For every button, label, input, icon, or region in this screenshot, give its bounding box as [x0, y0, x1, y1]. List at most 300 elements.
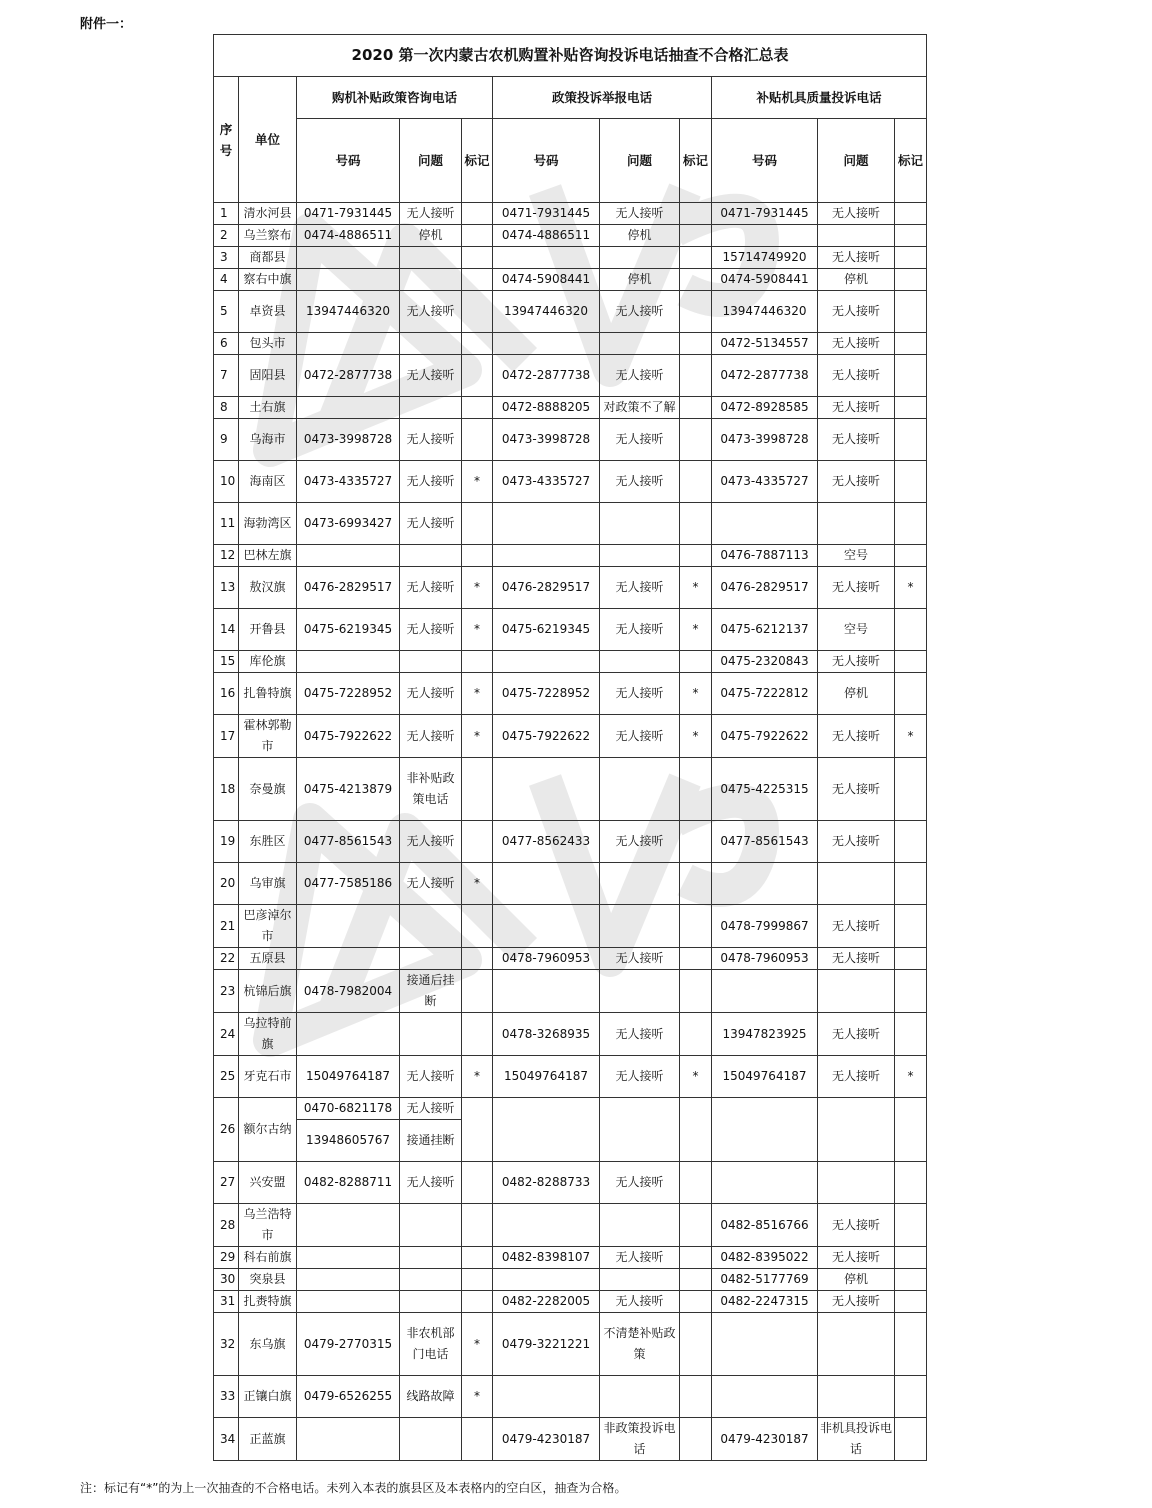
complaint-mark-cell [680, 1313, 712, 1376]
complaint-number-cell [493, 1376, 600, 1418]
complaint-mark-cell [680, 247, 712, 269]
table-row [214, 419, 927, 461]
quality-issue-cell: 无人接听 [818, 291, 895, 333]
complaint-number-cell [493, 970, 600, 1013]
complaint-issue-cell: 无人接听 [600, 291, 680, 333]
consult-number-cell: 13947446320 [297, 291, 400, 333]
quality-number-cell: 15714749920 [712, 247, 818, 269]
consult-issue-cell: 无人接听 [400, 1098, 462, 1120]
complaint-mark-cell [680, 1204, 712, 1247]
quality-number-cell [712, 1376, 818, 1418]
complaint-issue-cell: 无人接听 [600, 715, 680, 758]
seq-cell: 11 [214, 503, 239, 545]
consult-number-cell: 0474-4886511 [297, 225, 400, 247]
consult-number-cell [297, 1247, 400, 1269]
table-row [214, 715, 927, 758]
consult-number-cell: 0478-7982004 [297, 970, 400, 1013]
complaint-mark-cell: * [680, 609, 712, 651]
consult-issue-cell: 无人接听 [400, 461, 462, 503]
quality-mark-cell [895, 461, 927, 503]
table-row [214, 758, 927, 821]
complaint-mark-cell [680, 545, 712, 567]
complaint-issue-cell: 无人接听 [600, 355, 680, 397]
complaint-issue-cell: 无人接听 [600, 609, 680, 651]
quality-number-cell [712, 1313, 818, 1376]
mark-header: 标记 [680, 119, 712, 203]
complaint-number-cell [493, 1204, 600, 1247]
consult-mark-cell [462, 970, 493, 1013]
complaint-issue-cell [600, 905, 680, 948]
quality-number-cell: 15049764187 [712, 1056, 818, 1098]
seq-cell: 14 [214, 609, 239, 651]
quality-mark-cell [895, 863, 927, 905]
unit-cell: 杭锦后旗 [239, 970, 297, 1013]
quality-number-cell: 0475-6212137 [712, 609, 818, 651]
quality-issue-cell: 无人接听 [818, 1247, 895, 1269]
seq-cell: 26 [214, 1098, 239, 1162]
complaint-mark-cell [680, 863, 712, 905]
quality-mark-cell [895, 1291, 927, 1313]
complaint-number-cell [493, 503, 600, 545]
consult-mark-cell [462, 948, 493, 970]
consult-issue-cell: 无人接听 [400, 863, 462, 905]
quality-mark-cell [895, 1204, 927, 1247]
quality-number-cell: 0482-8395022 [712, 1247, 818, 1269]
unit-cell: 乌拉特前旗 [239, 1013, 297, 1056]
table-row [214, 1376, 927, 1418]
complaint-number-cell [493, 863, 600, 905]
complaint-mark-cell [680, 1269, 712, 1291]
quality-mark-cell [895, 1418, 927, 1461]
table-row [214, 225, 927, 247]
consult-issue-cell: 停机 [400, 225, 462, 247]
complaint-issue-cell [600, 863, 680, 905]
unit-cell: 扎赉特旗 [239, 1291, 297, 1313]
unit-cell: 海南区 [239, 461, 297, 503]
seq-cell: 20 [214, 863, 239, 905]
table-row [214, 1313, 927, 1376]
consult-number-cell: 0476-2829517 [297, 567, 400, 609]
seq-cell: 24 [214, 1013, 239, 1056]
unit-cell: 额尔古纳 [239, 1098, 297, 1162]
consult-issue-cell [400, 1269, 462, 1291]
consult-issue-cell [400, 1247, 462, 1269]
seq-cell: 4 [214, 269, 239, 291]
consult-issue-cell: 无人接听 [400, 821, 462, 863]
complaint-issue-cell [600, 1269, 680, 1291]
table-row [214, 970, 927, 1013]
consult-issue-cell [400, 545, 462, 567]
seq-cell: 6 [214, 333, 239, 355]
quality-mark-cell [895, 1247, 927, 1269]
quality-issue-cell: 无人接听 [818, 821, 895, 863]
consult-number-cell: 13948605767 [297, 1120, 400, 1162]
seq-cell: 32 [214, 1313, 239, 1376]
consult-number-cell: 0473-4335727 [297, 461, 400, 503]
seq-cell: 30 [214, 1269, 239, 1291]
seq-cell: 10 [214, 461, 239, 503]
unit-cell: 扎鲁特旗 [239, 673, 297, 715]
consult-mark-cell [462, 1247, 493, 1269]
unit-cell: 巴彦淖尔市 [239, 905, 297, 948]
quality-issue-cell: 非机具投诉电话 [818, 1418, 895, 1461]
mark-header: 标记 [895, 119, 927, 203]
table-row [214, 567, 927, 609]
quality-mark-cell [895, 503, 927, 545]
unit-cell: 商都县 [239, 247, 297, 269]
quality-mark-cell [895, 247, 927, 269]
quality-mark-cell: * [895, 567, 927, 609]
quality-mark-cell [895, 419, 927, 461]
quality-issue-cell: 无人接听 [818, 247, 895, 269]
consult-number-cell [297, 247, 400, 269]
consult-issue-cell [400, 269, 462, 291]
consult-issue-cell [400, 1204, 462, 1247]
consult-number-cell: 0475-4213879 [297, 758, 400, 821]
complaint-issue-cell: 无人接听 [600, 203, 680, 225]
quality-number-cell: 0478-7960953 [712, 948, 818, 970]
group2-header: 政策投诉举报电话 [493, 77, 712, 119]
quality-number-cell: 0475-2320843 [712, 651, 818, 673]
group3-header: 补贴机具质量投诉电话 [712, 77, 927, 119]
table-row [214, 203, 927, 225]
complaint-number-cell: 0472-2877738 [493, 355, 600, 397]
unit-cell: 敖汉旗 [239, 567, 297, 609]
quality-number-cell [712, 863, 818, 905]
complaint-mark-cell [680, 1247, 712, 1269]
consult-issue-cell [400, 1291, 462, 1313]
quality-mark-cell [895, 1376, 927, 1418]
consult-issue-cell [400, 948, 462, 970]
number-header: 号码 [493, 119, 600, 203]
quality-number-cell [712, 1098, 818, 1162]
quality-mark-cell [895, 203, 927, 225]
consult-issue-cell [400, 1418, 462, 1461]
table-row [214, 609, 927, 651]
issue-header: 问题 [600, 119, 680, 203]
unit-cell: 突泉县 [239, 1269, 297, 1291]
group1-header: 购机补贴政策咨询电话 [297, 77, 493, 119]
consult-issue-cell: 无人接听 [400, 567, 462, 609]
quality-mark-cell [895, 948, 927, 970]
consult-mark-cell [462, 247, 493, 269]
table-row [214, 651, 927, 673]
consult-number-cell: 0475-7228952 [297, 673, 400, 715]
unit-cell: 包头市 [239, 333, 297, 355]
quality-issue-cell: 无人接听 [818, 203, 895, 225]
consult-mark-cell: * [462, 715, 493, 758]
complaint-number-cell [493, 545, 600, 567]
table-row [214, 1056, 927, 1098]
quality-number-cell: 0476-7887113 [712, 545, 818, 567]
seq-cell: 25 [214, 1056, 239, 1098]
complaint-mark-cell [680, 758, 712, 821]
complaint-number-cell: 0478-3268935 [493, 1013, 600, 1056]
seq-cell: 34 [214, 1418, 239, 1461]
seq-cell: 15 [214, 651, 239, 673]
consult-issue-cell: 无人接听 [400, 715, 462, 758]
consult-mark-cell [462, 821, 493, 863]
consult-number-cell [297, 1291, 400, 1313]
unit-cell: 乌审旗 [239, 863, 297, 905]
complaint-mark-cell: * [680, 673, 712, 715]
consult-mark-cell [462, 758, 493, 821]
consult-number-cell [297, 651, 400, 673]
complaint-number-cell: 0475-7922622 [493, 715, 600, 758]
quality-mark-cell [895, 821, 927, 863]
quality-issue-cell: 停机 [818, 673, 895, 715]
quality-number-cell [712, 1162, 818, 1204]
issue-header: 问题 [818, 119, 895, 203]
unit-cell: 正镶白旗 [239, 1376, 297, 1418]
consult-number-cell [297, 1204, 400, 1247]
consult-mark-cell: * [462, 673, 493, 715]
complaint-number-cell: 0479-3221221 [493, 1313, 600, 1376]
complaint-number-cell: 0475-7228952 [493, 673, 600, 715]
mark-header: 标记 [462, 119, 493, 203]
table-row [214, 948, 927, 970]
unit-cell: 卓资县 [239, 291, 297, 333]
consult-number-cell [297, 1269, 400, 1291]
quality-mark-cell [895, 291, 927, 333]
unit-cell: 库伦旗 [239, 651, 297, 673]
seq-cell: 3 [214, 247, 239, 269]
consult-mark-cell [462, 1013, 493, 1056]
consult-mark-cell [462, 419, 493, 461]
quality-number-cell: 0477-8561543 [712, 821, 818, 863]
complaint-mark-cell [680, 355, 712, 397]
consult-number-cell [297, 1013, 400, 1056]
complaint-mark-cell: * [680, 1056, 712, 1098]
complaint-number-cell: 0473-4335727 [493, 461, 600, 503]
quality-issue-cell [818, 225, 895, 247]
consult-mark-cell [462, 1291, 493, 1313]
consult-mark-cell [462, 1269, 493, 1291]
consult-issue-cell [400, 397, 462, 419]
unit-cell: 牙克石市 [239, 1056, 297, 1098]
consult-number-cell: 0479-2770315 [297, 1313, 400, 1376]
table-row [214, 1204, 927, 1247]
complaint-number-cell: 0475-6219345 [493, 609, 600, 651]
consult-mark-cell: * [462, 1376, 493, 1418]
seq-cell: 2 [214, 225, 239, 247]
quality-number-cell [712, 970, 818, 1013]
consult-number-cell: 0472-2877738 [297, 355, 400, 397]
complaint-number-cell: 13947446320 [493, 291, 600, 333]
seq-cell: 31 [214, 1291, 239, 1313]
complaint-mark-cell [680, 225, 712, 247]
complaint-issue-cell: 对政策不了解 [600, 397, 680, 419]
quality-mark-cell: * [895, 715, 927, 758]
quality-mark-cell [895, 1269, 927, 1291]
consult-mark-cell [462, 355, 493, 397]
seq-cell: 9 [214, 419, 239, 461]
complaint-issue-cell: 无人接听 [600, 1291, 680, 1313]
quality-number-cell: 0475-7922622 [712, 715, 818, 758]
table-row [214, 1291, 927, 1313]
quality-issue-cell: 停机 [818, 269, 895, 291]
consult-issue-cell [400, 905, 462, 948]
table-row [214, 461, 927, 503]
quality-mark-cell [895, 225, 927, 247]
complaint-number-cell [493, 247, 600, 269]
quality-issue-cell: 无人接听 [818, 419, 895, 461]
quality-issue-cell: 无人接听 [818, 1204, 895, 1247]
consult-issue-cell: 无人接听 [400, 1162, 462, 1204]
quality-number-cell: 0471-7931445 [712, 203, 818, 225]
complaint-issue-cell [600, 247, 680, 269]
seq-cell: 22 [214, 948, 239, 970]
table-row [214, 247, 927, 269]
unit-cell: 清水河县 [239, 203, 297, 225]
complaint-mark-cell [680, 269, 712, 291]
quality-number-cell: 0482-5177769 [712, 1269, 818, 1291]
quality-number-cell: 0472-5134557 [712, 333, 818, 355]
consult-mark-cell [462, 397, 493, 419]
complaint-mark-cell [680, 651, 712, 673]
consult-mark-cell [462, 1418, 493, 1461]
complaint-issue-cell: 无人接听 [600, 567, 680, 609]
table-row [214, 355, 927, 397]
seq-cell: 19 [214, 821, 239, 863]
table-row [214, 397, 927, 419]
consult-issue-cell [400, 651, 462, 673]
complaint-mark-cell [680, 397, 712, 419]
quality-issue-cell: 无人接听 [818, 355, 895, 397]
table-row [214, 905, 927, 948]
unit-cell: 巴林左旗 [239, 545, 297, 567]
complaint-mark-cell [680, 970, 712, 1013]
seq-header: 序号 [214, 77, 239, 203]
quality-mark-cell [895, 1098, 927, 1162]
seq-cell: 21 [214, 905, 239, 948]
quality-issue-cell: 无人接听 [818, 567, 895, 609]
consult-mark-cell [462, 651, 493, 673]
unit-cell: 兴安盟 [239, 1162, 297, 1204]
seq-cell: 12 [214, 545, 239, 567]
complaint-issue-cell [600, 1376, 680, 1418]
quality-mark-cell [895, 758, 927, 821]
quality-number-cell: 0472-2877738 [712, 355, 818, 397]
consult-number-cell: 0473-6993427 [297, 503, 400, 545]
complaint-mark-cell [680, 333, 712, 355]
consult-issue-cell: 无人接听 [400, 203, 462, 225]
unit-cell: 土右旗 [239, 397, 297, 419]
complaint-issue-cell: 非政策投诉电话 [600, 1418, 680, 1461]
consult-issue-cell: 非农机部门电话 [400, 1313, 462, 1376]
complaint-issue-cell [600, 503, 680, 545]
complaint-number-cell: 0472-8888205 [493, 397, 600, 419]
complaint-mark-cell [680, 1418, 712, 1461]
complaint-number-cell [493, 333, 600, 355]
quality-issue-cell: 无人接听 [818, 758, 895, 821]
complaint-issue-cell: 无人接听 [600, 1247, 680, 1269]
consult-mark-cell [462, 545, 493, 567]
quality-number-cell: 13947823925 [712, 1013, 818, 1056]
complaint-issue-cell [600, 545, 680, 567]
consult-mark-cell [462, 269, 493, 291]
issue-header: 问题 [400, 119, 462, 203]
seq-cell: 16 [214, 673, 239, 715]
consult-issue-cell: 无人接听 [400, 1056, 462, 1098]
quality-number-cell: 0482-8516766 [712, 1204, 818, 1247]
seq-cell: 28 [214, 1204, 239, 1247]
table-title: 2020 第一次内蒙古农机购置补贴咨询投诉电话抽查不合格汇总表 [214, 35, 927, 77]
complaint-mark-cell [680, 461, 712, 503]
complaint-number-cell [493, 1098, 600, 1162]
title-row [214, 35, 927, 77]
table-row [214, 1013, 927, 1056]
complaint-mark-cell [680, 1098, 712, 1162]
quality-mark-cell [895, 355, 927, 397]
complaint-mark-cell [680, 203, 712, 225]
column-header-row [214, 119, 927, 203]
consult-issue-cell: 接通后挂断 [400, 970, 462, 1013]
complaint-number-cell: 0477-8562433 [493, 821, 600, 863]
quality-number-cell [712, 503, 818, 545]
consult-mark-cell [462, 905, 493, 948]
unit-cell: 东胜区 [239, 821, 297, 863]
quality-number-cell: 0473-3998728 [712, 419, 818, 461]
consult-mark-cell: * [462, 609, 493, 651]
complaint-mark-cell [680, 821, 712, 863]
consult-mark-cell [462, 1162, 493, 1204]
quality-number-cell: 0472-8928585 [712, 397, 818, 419]
quality-mark-cell [895, 970, 927, 1013]
quality-issue-cell [818, 1098, 895, 1162]
consult-number-cell: 0473-3998728 [297, 419, 400, 461]
quality-issue-cell: 停机 [818, 1269, 895, 1291]
consult-number-cell [297, 397, 400, 419]
quality-issue-cell: 空号 [818, 609, 895, 651]
consult-mark-cell [462, 503, 493, 545]
complaint-number-cell: 0482-8288733 [493, 1162, 600, 1204]
complaint-issue-cell: 无人接听 [600, 461, 680, 503]
quality-mark-cell [895, 269, 927, 291]
consult-number-cell: 0471-7931445 [297, 203, 400, 225]
quality-issue-cell [818, 503, 895, 545]
complaint-mark-cell [680, 503, 712, 545]
complaint-issue-cell [600, 1204, 680, 1247]
complaint-number-cell [493, 651, 600, 673]
quality-number-cell: 0478-7999867 [712, 905, 818, 948]
quality-issue-cell: 无人接听 [818, 461, 895, 503]
seq-cell: 27 [214, 1162, 239, 1204]
unit-cell: 乌兰浩特市 [239, 1204, 297, 1247]
quality-number-cell: 0475-7222812 [712, 673, 818, 715]
quality-issue-cell: 无人接听 [818, 948, 895, 970]
consult-mark-cell: * [462, 1313, 493, 1376]
seq-cell: 17 [214, 715, 239, 758]
unit-cell: 正蓝旗 [239, 1418, 297, 1461]
consult-issue-cell: 接通挂断 [400, 1120, 462, 1162]
unit-header: 单位 [239, 77, 297, 203]
consult-mark-cell [462, 333, 493, 355]
quality-number-cell: 0475-4225315 [712, 758, 818, 821]
quality-number-cell: 0482-2247315 [712, 1291, 818, 1313]
unit-cell: 科右前旗 [239, 1247, 297, 1269]
consult-mark-cell [462, 291, 493, 333]
consult-number-cell: 0477-7585186 [297, 863, 400, 905]
quality-issue-cell [818, 970, 895, 1013]
consult-issue-cell: 无人接听 [400, 673, 462, 715]
consult-number-cell [297, 1418, 400, 1461]
table-row [214, 821, 927, 863]
quality-mark-cell [895, 673, 927, 715]
complaint-issue-cell: 无人接听 [600, 948, 680, 970]
table-row [214, 269, 927, 291]
complaint-mark-cell [680, 905, 712, 948]
